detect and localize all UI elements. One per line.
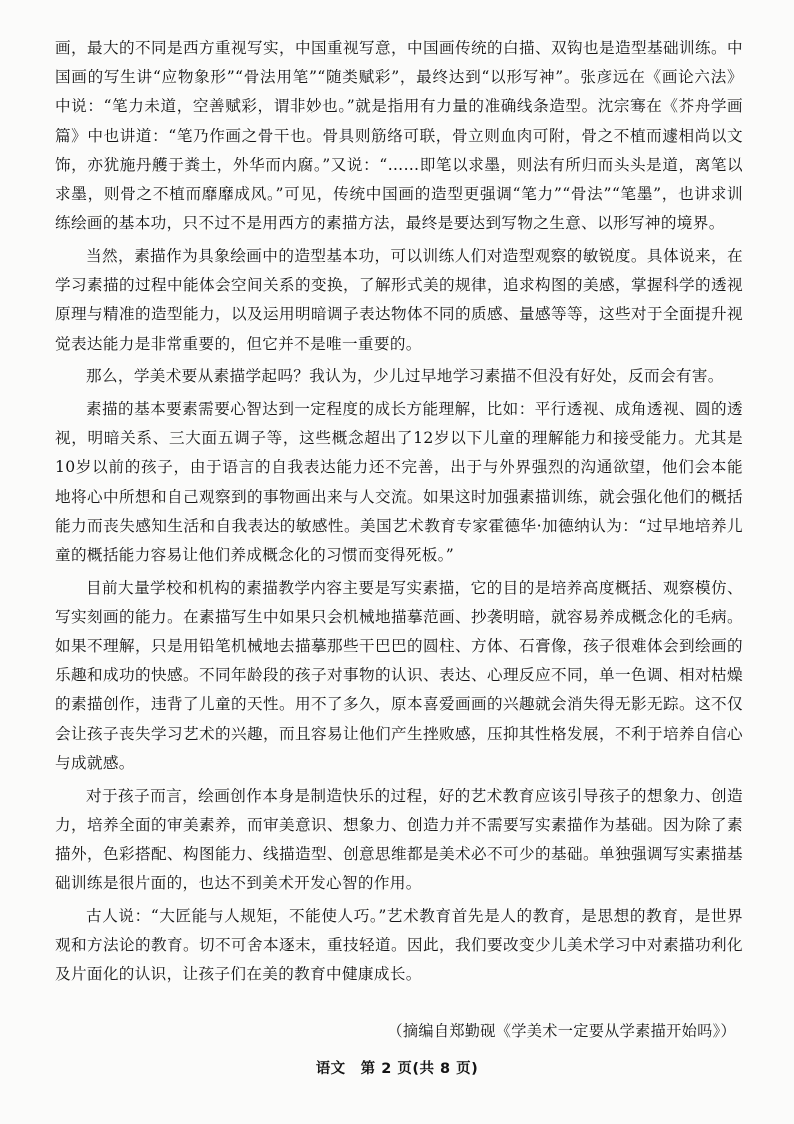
page-footer: 语文 第 2 页(共 8 页) (315, 1061, 479, 1077)
paragraph-7: 古人说：“大匠能与人规矩，不能使人巧。”艺术教育首先是人的教育，是思想的教育，是世界观和方法论的教育。切不可舍本逐末，重技轻道。因此，我们要改变少儿美术学习中对素描功利化及片面化的认识，让孩子们在美的教育中健康成长。 (55, 906, 743, 984)
paragraph-6: 对于孩子而言，绘画创作本身是制造快乐的过程，好的艺术教育应该引导孩子的想象力、创造力，培养全面的审美素养，而审美意识、想象力、创造力并不需要写实素描作为基础。因为除了素描外，色彩搭配、构图能力、线描造型、创意思维都是美术必不可少的基础。单独强调写实素描基础训练是很片面的，也达不到美术开发心智的作用。 (55, 786, 743, 893)
paragraph-5: 目前大量学校和机构的素描教学内容主要是写实素描，它的目的是培养高度概括、观察模仿、写实刻画的能力。在素描写生中如果只会机械地描摹范画、抄袭明暗，就容易养成概念化的毛病。如果不理解，只是用铅笔机械地去描摹那些干巴巴的圆柱、方体、石膏像，孩子很难体会到绘画的乐趣和成功的快感。不同年龄段的孩子对事物的认识、表达、心理反应不同，单一色调、相对枯燥的素描创作，违背了儿童的天性。用不了多久，原本喜爱画画的兴趣就会消失得无影无踪。这不仅会让孩子丧失学习艺术的兴趣，而且容易让他们产生挫败感，压抑其性格发展，不利于培养自信心与成就感。 (55, 578, 743, 772)
source-citation: （摘编自郑勤砚《学美术一定要从学素描开始吗》） (387, 1022, 736, 1040)
paragraph-4: 素描的基本要素需要心智达到一定程度的成长方能理解，比如：平行透视、成角透视、圆的透视，明暗关系、三大面五调子等，这些概念超出了12岁以下儿童的理解能力和接受能力。尤其是10岁以前的孩子，由于语言的自我表达能力还不完善，出于与外界强烈的沟通欲望，他们会本能地将心中所想和自己观察到的事物画出来与人交流。如果这时加强素描训练，就会强化他们的概括能力而丧失感知生活和自我表达的敏感性。美国艺术教育专家霍德华·加德纳认为：“过早地培养儿童的概括能力容易让他们养成概念化的习惯而变得死板。” (55, 399, 743, 564)
article-body (55, 34, 743, 993)
paragraph-2: 当然，素描作为具象绘画中的造型基本功，可以训练人们对造型观察的敏锐度。具体说来，在学习素描的过程中能体会空间关系的变换，了解形式美的规律，追求构图的美感，掌握科学的透视原理与精准的造型能力，以及运用明暗调子表达物体不同的质感、量感等等，这些对于全面提升视觉表达能力是非常重要的，但它并不是唯一重要的。 (55, 246, 743, 353)
paragraph-1: 画，最大的不同是西方重视写实，中国重视写意，中国画传统的白描、双钩也是造型基础训练。中国画的写生讲“应物象形”“骨法用笔”“随类赋彩”，最终达到“以形写神”。张彦远在《画论六法》中说：“笔力未道，空善赋彩，谓非妙也。”就是指用有力量的准确线条造型。沈宗骞在《芥舟学画篇》中也讲道：“笔乃作画之骨干也。骨具则筋络可联，骨立则血肉可附，骨之不植而遽相尚以文饰，亦犹施丹艧于粪土，外华而内腐。”又说：“……即笔以求墨，则法有所归而头头是道，离笔以求墨，则骨之不植而靡靡成风。”可见，传统中国画的造型更强调“笔力”“骨法”“笔墨”，也讲求训练绘画的基本功，只不过不是用西方的素描方法，最终是要达到写物之生意、以形写神的境界。 (55, 39, 743, 233)
paragraph-3: 那么，学美术要从素描学起吗？我认为，少儿过早地学习素描不但没有好处，反而会有害。 (86, 367, 724, 386)
